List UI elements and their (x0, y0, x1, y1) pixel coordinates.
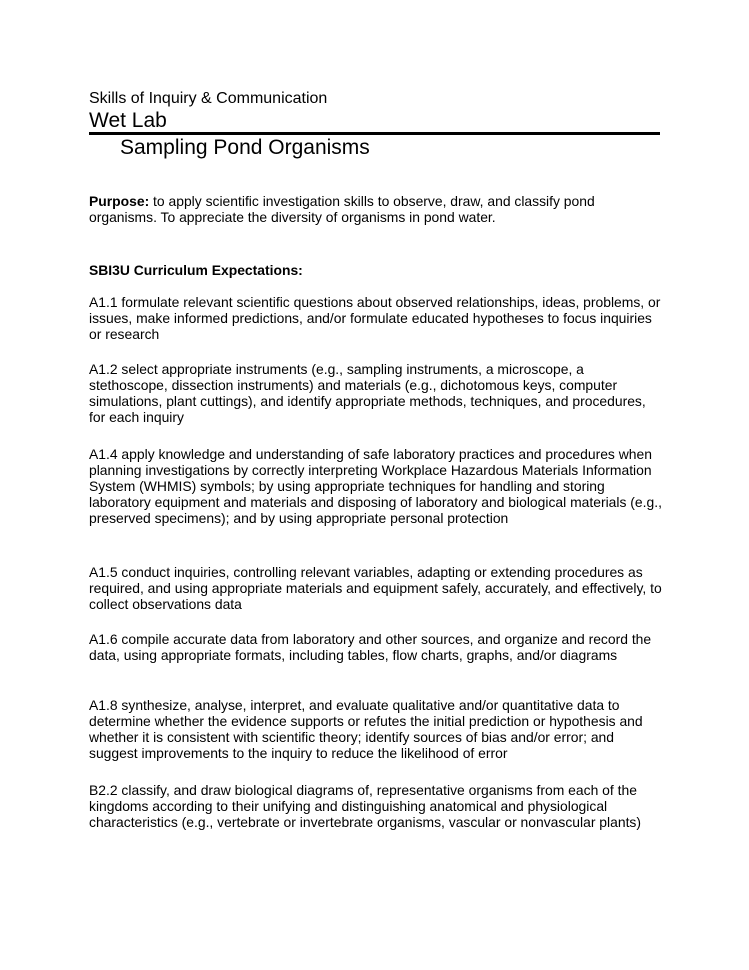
document-title: Wet Lab (89, 109, 167, 132)
document-subtitle: Sampling Pond Organisms (120, 136, 370, 159)
expectation-a1-1: A1.1 formulate relevant scientific questions about observed relationships, ideas, problems, or issues, make informed predictions, and/or formulate educated hypotheses to focus inquiries or research (89, 294, 661, 342)
expectation-a1-6: A1.6 compile accurate data from laboratory and other sources, and organize and record the data, using appropriate formats, including tables, flow charts, graphs, and/or diagrams (89, 631, 652, 663)
expectation-a1-8: A1.8 synthesize, analyse, interpret, and evaluate qualitative and/or quantitative data to determine whether the evidence supports or refutes the initial prediction or hypothesis and whether it is consistent with scientific theory; identify sources of bias and/or error; and suggest improvements to the inquiry to reduce the likelihood of error (89, 697, 643, 761)
expectation-b2-2: B2.2 classify, and draw biological diagrams of, representative organisms from each of the kingdoms according to their unifying and distinguishing anatomical and physiological characteristics (e.g., vertebrate or invertebrate organisms, vascular or nonvascular plants) (89, 782, 642, 830)
section-kicker: Skills of Inquiry & Communication (89, 90, 328, 107)
purpose-paragraph (89, 193, 663, 225)
expectation-a1-5: A1.5 conduct inquiries, controlling relevant variables, adapting or extending procedures as required, and using appropriate materials and equipment safely, accurately, and effectively, to collect observations data (89, 564, 662, 612)
expectation-a1-2: A1.2 select appropriate instruments (e.g., sampling instruments, a microscope, a stethoscope, dissection instruments) and materials (e.g., dichotomous keys, computer simulations, plant cuttings), and identify appropriate methods, techniques, and procedures, for each inquiry (89, 361, 646, 425)
purpose-label: Purpose: (89, 193, 150, 209)
curriculum-heading: SBI3U Curriculum Expectations: (89, 262, 303, 278)
expectation-a1-4: A1.4 apply knowledge and understanding of safe laboratory practices and procedures when planning investigations by correctly interpreting Workplace Hazardous Materials Information System (WHMIS) symbols; by using appropriate techniques for handling and storing laboratory equipment and materials and disposing of laboratory and biological materials (e.g., preserved specimens); and by using appropriate personal protection (89, 446, 662, 526)
purpose-text: to apply scientific investigation skills to observe, draw, and classify pond organisms. To appreciate the diversity of organisms in pond water. (89, 193, 595, 225)
